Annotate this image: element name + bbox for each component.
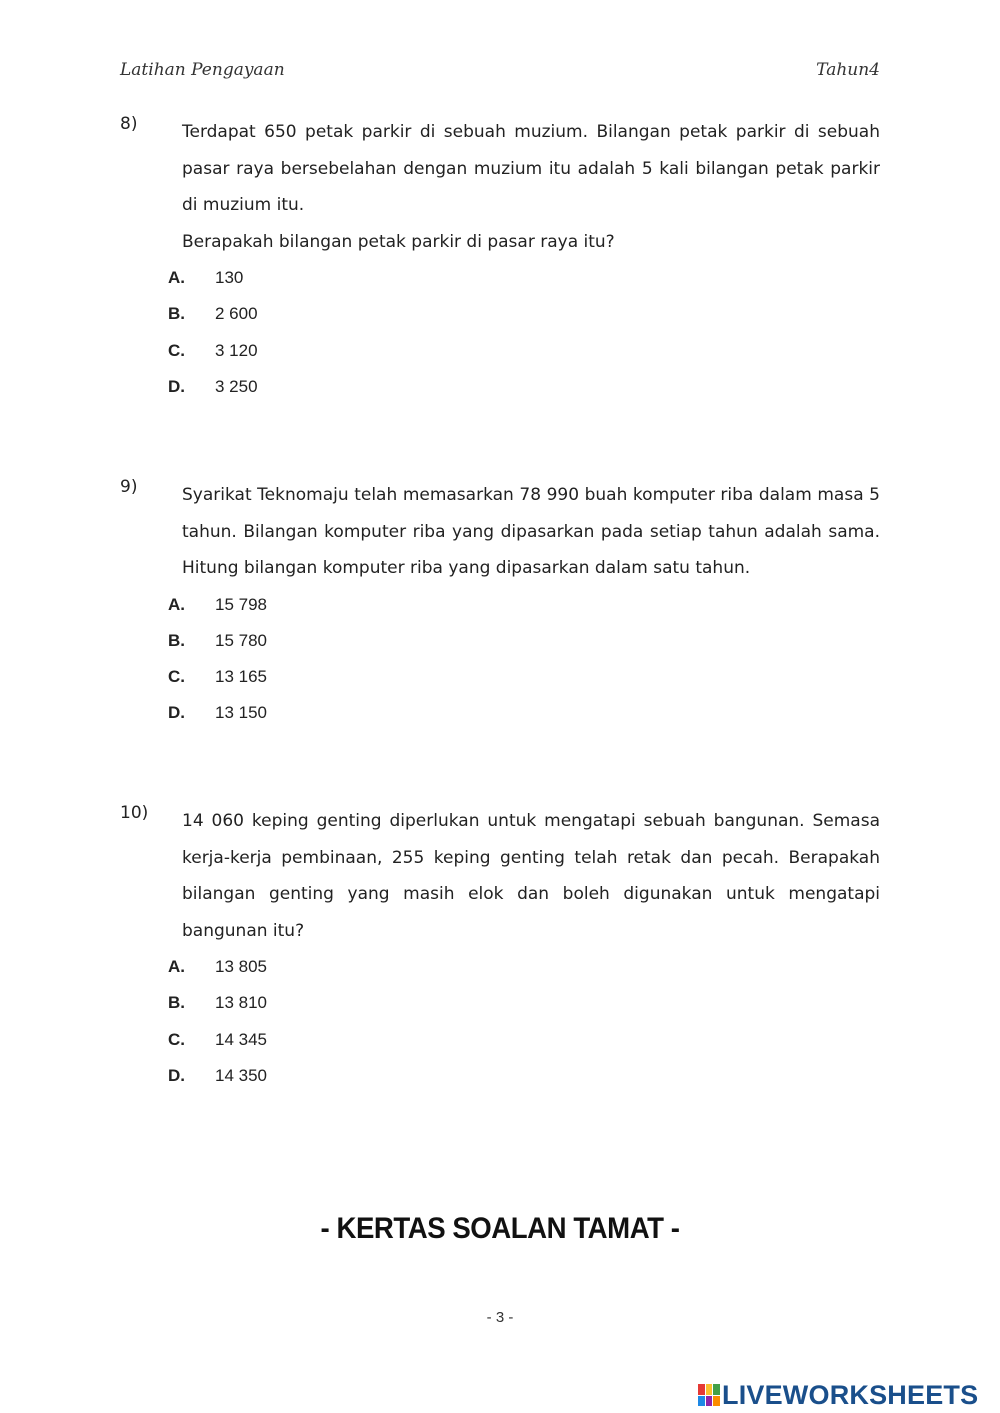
liveworksheets-brand[interactable] [698,1378,978,1412]
option-c[interactable] [168,1022,880,1058]
question-9 [120,477,880,732]
option-letter: D. [168,1065,185,1085]
option-value: 15 780 [215,630,267,650]
option-letter: D. [168,703,185,723]
page-number: - 3 - [486,1309,514,1326]
question-text: 14 060 keping genting diperlukan untuk mengatapi sebuah bangunan. Semasa kerja-kerja pembinaan, 255 keping genting telah retak dan pecah. Berapakah bilangan genting yang masih elok dan boleh digunakan untuk mengatapi bangunan itu? [182,811,880,941]
option-value: 13 810 [215,993,267,1013]
option-letter: D. [168,376,185,396]
question-text: Terdapat 650 petak parkir di sebuah muzium. Bilangan petak parkir di sebuah pasar raya bersebelahan dengan muzium itu adalah 5 kali bilangan petak parkir di muzium itu. [182,122,880,215]
question-number: 10) [120,803,149,823]
end-of-paper-title: - KERTAS SOALAN TAMAT - [320,1212,680,1245]
question-prompt: Berapakah bilangan petak parkir di pasar raya itu? [182,231,615,252]
option-letter: B. [168,304,185,324]
option-value: 130 [215,268,244,287]
option-d[interactable] [168,1058,880,1094]
option-value: 14 350 [215,1065,267,1085]
option-b[interactable] [168,985,880,1021]
option-d[interactable] [168,695,880,731]
option-letter: C. [168,340,185,360]
option-value: 15 798 [215,594,267,614]
option-value: 2 600 [215,304,258,324]
option-letter: A. [168,268,185,287]
option-letter: C. [168,667,185,687]
option-b[interactable] [168,623,880,659]
answer-options [168,260,880,405]
option-value: 3 250 [215,376,258,396]
question-10 [120,803,880,1094]
option-letter: C. [168,1029,185,1049]
question-number: 9) [120,477,138,497]
brand-name: LIVEWORKSHEETS [722,1379,979,1410]
question-8 [120,114,880,405]
option-d[interactable] [168,369,880,405]
answer-options [168,587,880,732]
header-year: Tahun4 [816,60,880,80]
option-a[interactable] [168,949,880,985]
option-letter: B. [168,630,185,650]
question-number: 8) [120,114,138,134]
option-letter: B. [168,993,185,1013]
option-c[interactable] [168,659,880,695]
answer-options [168,949,880,1094]
option-a[interactable] [168,260,880,296]
option-b[interactable] [168,296,880,332]
option-a[interactable] [168,587,880,623]
option-letter: A. [168,957,185,976]
option-value: 14 345 [215,1029,267,1049]
question-text: Syarikat Teknomaju telah memasarkan 78 990 buah komputer riba dalam masa 5 tahun. Bilangan komputer riba yang dipasarkan pada setiap tahun adalah sama. Hitung bilangan komputer riba yang dipasarkan dalam satu tahun. [182,485,880,578]
option-letter: A. [168,594,185,614]
option-value: 3 120 [215,340,258,360]
option-value: 13 165 [215,667,267,687]
option-value: 13 150 [215,703,267,723]
option-value: 13 805 [215,957,267,976]
option-c[interactable] [168,333,880,369]
header-subject: Latihan Pengayaan [120,60,285,80]
liveworksheets-logo-icon [698,1384,720,1406]
